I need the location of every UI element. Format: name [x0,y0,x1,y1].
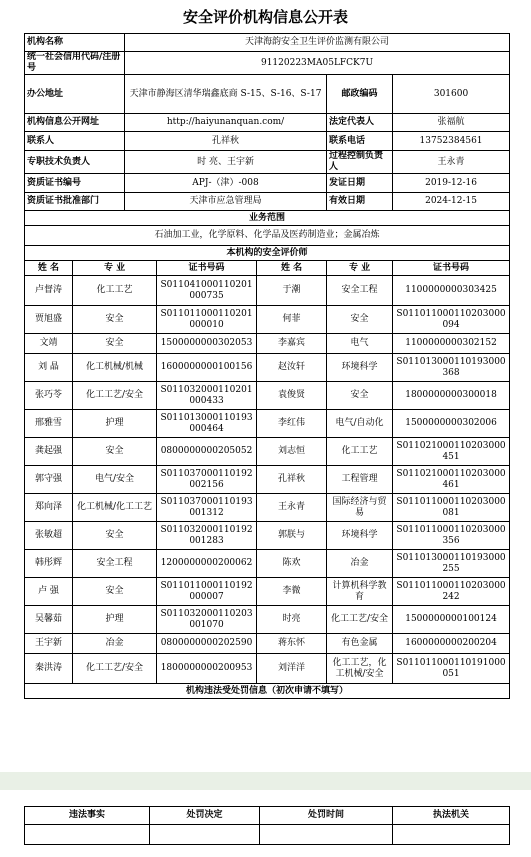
postal-value: 301600 [393,75,510,114]
table-row [25,306,510,334]
staff-major-2: 工程管理 [327,466,393,494]
staff-cert-2: S011013000110193000255 [393,550,510,578]
table-row [25,606,510,634]
penalty-cell [260,825,393,845]
table-row [25,382,510,410]
staff-cert: 0800000000202590 [157,634,257,654]
credit-label: 统一社会信用代码/注册号 [25,52,125,75]
table-row [25,334,510,354]
staff-major-2: 安全 [327,306,393,334]
penalty-header-fact: 违法事实 [25,807,150,825]
staff-name: 卢 强 [25,578,73,606]
staff-major-2: 化工工艺 [327,438,393,466]
staff-name-2: 刘志恒 [257,438,327,466]
staff-name: 贾旭盛 [25,306,73,334]
institution-info-table [24,33,510,699]
staff-name: 郭守强 [25,466,73,494]
staff-name-2: 于潮 [257,276,327,306]
table-row [25,438,510,466]
staff-name-2: 孔祥秋 [257,466,327,494]
staff-cert: S011011000110192000007 [157,578,257,606]
valid-date-value: 2024-12-15 [393,193,510,211]
staff-cert-2: S011011000110203000356 [393,522,510,550]
staff-name-2: 王永青 [257,494,327,522]
staff-name: 韩彤辉 [25,550,73,578]
staff-cert: S011011000110201000010 [157,306,257,334]
staff-name-2: 刘洋洋 [257,654,327,684]
staff-major: 安全 [73,438,157,466]
staff-cert-2: S011021000110203000451 [393,438,510,466]
table-row [25,354,510,382]
staff-major: 安全 [73,306,157,334]
approve-value: 天津市应急管理局 [125,193,327,211]
staff-name: 王宇新 [25,634,73,654]
phone-value: 13752384561 [393,132,510,151]
staff-major: 安全工程 [73,550,157,578]
table-row [25,550,510,578]
staff-cert: S011041000110201000735 [157,276,257,306]
tech-label: 专职技术负责人 [25,151,125,174]
page-gap [0,772,531,790]
table-row [25,494,510,522]
staff-major-2: 环境科学 [327,522,393,550]
staff-cert: 1800000000200953 [157,654,257,684]
penalty-cell [25,825,150,845]
staff-major-2: 安全工程 [327,276,393,306]
staff-name: 郑向泽 [25,494,73,522]
staff-name-2: 何菲 [257,306,327,334]
staff-cert-2: S011011000110191000051 [393,654,510,684]
contact-value: 孔祥秋 [125,132,327,151]
legal-value: 张福航 [393,114,510,132]
address-value: 天津市静海区清华瑞鑫底商 S-15、S-16、S-17 [125,75,327,114]
scope-title: 业务范围 [25,211,510,226]
staff-cert: S011013000110193000464 [157,410,257,438]
staff-name-2: 蒋东怀 [257,634,327,654]
penalty-cell [150,825,260,845]
staff-major-2: 化工工艺/安全 [327,606,393,634]
table-row [25,578,510,606]
table-row [25,654,510,684]
staff-name: 张敏超 [25,522,73,550]
staff-cert: S011032000110192001283 [157,522,257,550]
staff-cert: S011037000110193001312 [157,494,257,522]
cert-no-label: 资质证书编号 [25,174,125,193]
table-row [25,522,510,550]
valid-date-label: 有效日期 [327,193,393,211]
staff-cert: S011032000110201000433 [157,382,257,410]
name-value: 天津海韵安全卫生评价监测有限公司 [125,34,510,52]
violations-title: 机构违法受处罚信息（初次申请不填写） [25,684,510,699]
staff-name-2: 陈欢 [257,550,327,578]
staff-major: 安全 [73,578,157,606]
cert-no-value: APJ-（津）-008 [125,174,327,193]
col-header-cert-2: 证书号码 [393,261,510,276]
staff-cert-2: 1100000000303425 [393,276,510,306]
staff-cert: 1600000000100156 [157,354,257,382]
penalty-cell [393,825,510,845]
legal-label: 法定代表人 [327,114,393,132]
col-header-cert: 证书号码 [157,261,257,276]
col-header-major: 专 业 [73,261,157,276]
staff-major-2: 冶金 [327,550,393,578]
staff-major: 安全 [73,334,157,354]
staff-major-2: 电气/自动化 [327,410,393,438]
table-row [25,634,510,654]
staff-name-2: 郭朕与 [257,522,327,550]
phone-label: 联系电话 [327,132,393,151]
staff-major: 化工机械/化工工艺 [73,494,157,522]
tech-value: 时 亮、王宇新 [125,151,327,174]
staff-major: 冶金 [73,634,157,654]
process-label: 过程控制负责人 [327,151,393,174]
table-row [25,466,510,494]
staff-name: 张巧苓 [25,382,73,410]
staff-cert-2: S011011000110203000094 [393,306,510,334]
staff-major-2: 环境科学 [327,354,393,382]
staff-major: 电气/安全 [73,466,157,494]
staff-cert-2: S011021000110203000461 [393,466,510,494]
staff-major-2: 计算机科学教育 [327,578,393,606]
staff-cert: 1500000000302053 [157,334,257,354]
staff-major: 化工工艺 [73,276,157,306]
postal-label: 邮政编码 [327,75,393,114]
table-row [25,276,510,306]
staff-major-2: 安全 [327,382,393,410]
staff-major: 安全 [73,522,157,550]
staff-name: 刘 晶 [25,354,73,382]
staff-major: 化工工艺/安全 [73,654,157,684]
staff-cert-2: S011013000110193000368 [393,354,510,382]
contact-label: 联系人 [25,132,125,151]
table-row [25,410,510,438]
staff-cert-2: 1800000000300018 [393,382,510,410]
penalty-header-authority: 执法机关 [393,807,510,825]
approve-label: 资质证书批准部门 [25,193,125,211]
penalty-table [24,806,510,845]
staff-cert-2: 1600000000200204 [393,634,510,654]
address-label: 办公地址 [25,75,125,114]
staff-cert: 0800000000205052 [157,438,257,466]
penalty-header-time: 处罚时间 [260,807,393,825]
staff-name-2: 时亮 [257,606,327,634]
staff-cert: 1200000000200062 [157,550,257,578]
col-header-name: 姓 名 [25,261,73,276]
staff-name-2: 袁俊贤 [257,382,327,410]
staff-major-2: 国际经济与贸易 [327,494,393,522]
staff-cert: S011037000110192002156 [157,466,257,494]
staff-name-2: 李红伟 [257,410,327,438]
scope-text: 石油加工业，化学原料、化学品及医药制造业；金属冶炼 [25,226,510,246]
staff-cert-2: 1500000000100124 [393,606,510,634]
website-value[interactable]: http://haiyunanquan.com/ [125,114,327,132]
col-header-name-2: 姓 名 [257,261,327,276]
staff-cert-2: 1500000000302006 [393,410,510,438]
staff-name-2: 李嘉宾 [257,334,327,354]
staff-name: 吴馨茹 [25,606,73,634]
staff-title: 本机构的安全评价师 [25,246,510,261]
staff-cert-2: S011011000110203000242 [393,578,510,606]
name-label: 机构名称 [25,34,125,52]
staff-cert: S011032000110203001070 [157,606,257,634]
process-value: 王永青 [393,151,510,174]
penalty-header-decision: 处罚决定 [150,807,260,825]
staff-name: 秦洪涛 [25,654,73,684]
staff-major: 化工机械/机械 [73,354,157,382]
staff-name-2: 李微 [257,578,327,606]
staff-name: 卢督涛 [25,276,73,306]
website-label: 机构信息公开网址 [25,114,125,132]
staff-major-2: 有色金属 [327,634,393,654]
staff-name-2: 赵汝轩 [257,354,327,382]
staff-name: 文靖 [25,334,73,354]
page-title: 安全评价机构信息公开表 [182,8,348,26]
staff-major: 护理 [73,606,157,634]
staff-cert-2: 1100000000302152 [393,334,510,354]
staff-name: 龚起强 [25,438,73,466]
staff-major: 护理 [73,410,157,438]
issue-date-value: 2019-12-16 [393,174,510,193]
staff-cert-2: S011011000110203000081 [393,494,510,522]
staff-major: 化工工艺/安全 [73,382,157,410]
issue-date-label: 发证日期 [327,174,393,193]
staff-major-2: 化工工艺，化工机械/安全 [327,654,393,684]
staff-major-2: 电气 [327,334,393,354]
credit-value: 91120223MA05LFCK7U [125,52,510,75]
staff-name: 邢雅雪 [25,410,73,438]
col-header-major-2: 专 业 [327,261,393,276]
